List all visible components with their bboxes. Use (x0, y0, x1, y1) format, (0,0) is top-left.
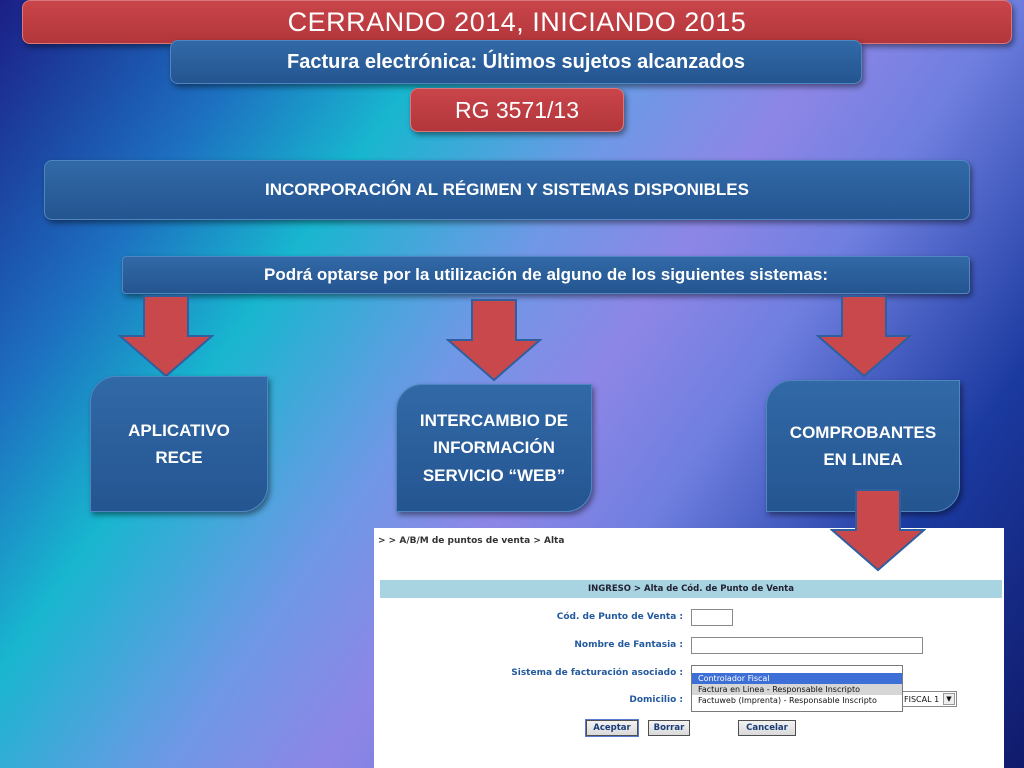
down-arrow-icon (446, 298, 542, 382)
system-line: EN LINEA (823, 450, 903, 469)
down-arrow-icon (118, 294, 214, 378)
breadcrumb[interactable]: > > A/B/M de puntos de venta > Alta (378, 536, 565, 546)
chevron-down-icon[interactable]: ▼ (943, 693, 955, 705)
systems-intro-banner: Podrá optarse por la utilización de alguno de los siguientes sistemas: (122, 256, 970, 294)
system-line: SERVICIO “WEB” (422, 465, 566, 485)
borrar-button[interactable]: Borrar (648, 720, 690, 736)
domicilio-value: FISCAL 1 (904, 694, 940, 704)
form-header: INGRESO > Alta de Cód. de Punto de Venta (380, 580, 1002, 598)
slide-subtitle: Factura electrónica: Últimos sujetos alcanzados (170, 40, 862, 84)
incorporation-banner: INCORPORACIÓN AL RÉGIMEN Y SISTEMAS DISPONIBLES (44, 160, 970, 220)
sistema-dropdown[interactable] (691, 665, 903, 712)
system-box-rece (90, 376, 268, 512)
sistema-label: Sistema de facturación asociado : (511, 668, 683, 678)
slide-title: CERRANDO 2014, INICIANDO 2015 (22, 0, 1012, 44)
cancelar-button[interactable]: Cancelar (738, 720, 796, 736)
dropdown-option[interactable]: Controlador Fiscal (692, 673, 902, 684)
system-line: INTERCAMBIO DE (419, 411, 569, 431)
aceptar-button[interactable]: Aceptar (586, 720, 638, 736)
system-line: INFORMACIÓN (433, 438, 555, 458)
nombre-fantasia-input[interactable] (691, 637, 923, 654)
domicilio-select[interactable] (901, 691, 957, 707)
dropdown-option[interactable]: Factura en Linea - Responsable Inscripto (692, 684, 902, 695)
cod-label: Cód. de Punto de Venta : (556, 612, 683, 622)
cod-punto-venta-input[interactable] (691, 609, 733, 626)
domicilio-label: Domicilio : (629, 695, 683, 705)
down-arrow-icon (830, 488, 926, 572)
down-arrow-icon (816, 294, 912, 378)
system-line: APLICATIVO (128, 420, 230, 440)
dropdown-option[interactable]: Factuweb (Imprenta) - Responsable Inscripto (698, 696, 877, 705)
system-line: RECE (155, 448, 203, 467)
system-box-web-service (396, 384, 592, 512)
rg-badge: RG 3571/13 (410, 88, 624, 132)
fantasia-label: Nombre de Fantasia : (574, 640, 683, 650)
system-line: COMPROBANTES (789, 422, 937, 442)
